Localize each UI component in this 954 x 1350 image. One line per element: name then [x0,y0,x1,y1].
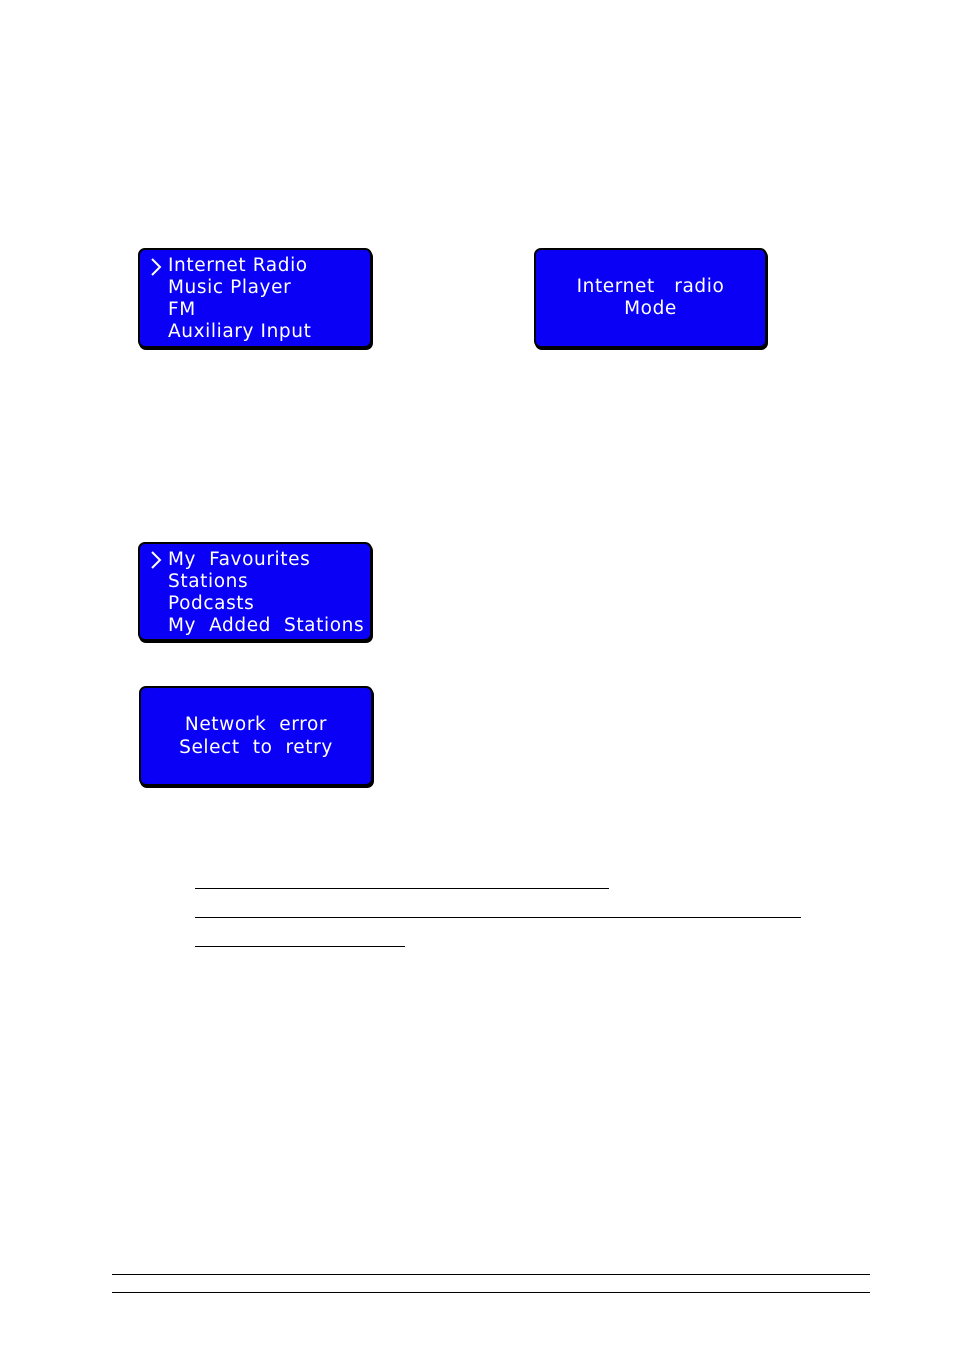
lcd-mode-screen [534,248,767,348]
menu-item-internet-radio: Internet Radio [168,255,308,276]
mode-line-1: Internet radio [576,276,725,297]
error-line-1: Network error [184,714,328,735]
footer-rule-top [112,1274,870,1275]
menu-item-my-favourites: My Favourites [168,549,311,570]
menu-item-fm: FM [168,299,196,320]
underline-3 [195,946,405,947]
menu-item-podcasts: Podcasts [168,593,255,614]
underline-2 [195,917,801,918]
menu-item-my-added-stations: My Added Stations [168,615,365,636]
chevron-right-icon [150,258,162,276]
lcd-network-error [139,686,373,786]
underline-1 [195,888,609,889]
chevron-right-icon [150,551,162,569]
error-line-2: Select to retry [179,737,333,758]
lcd-main-menu [138,248,372,348]
menu-item-auxiliary-input: Auxiliary Input [168,321,312,342]
mode-line-2: Mode [624,298,677,319]
footer-rule-bottom [112,1292,870,1293]
menu-item-music-player: Music Player [168,277,292,298]
menu-item-stations: Stations [168,571,249,592]
lcd-internet-radio-menu [138,542,372,641]
